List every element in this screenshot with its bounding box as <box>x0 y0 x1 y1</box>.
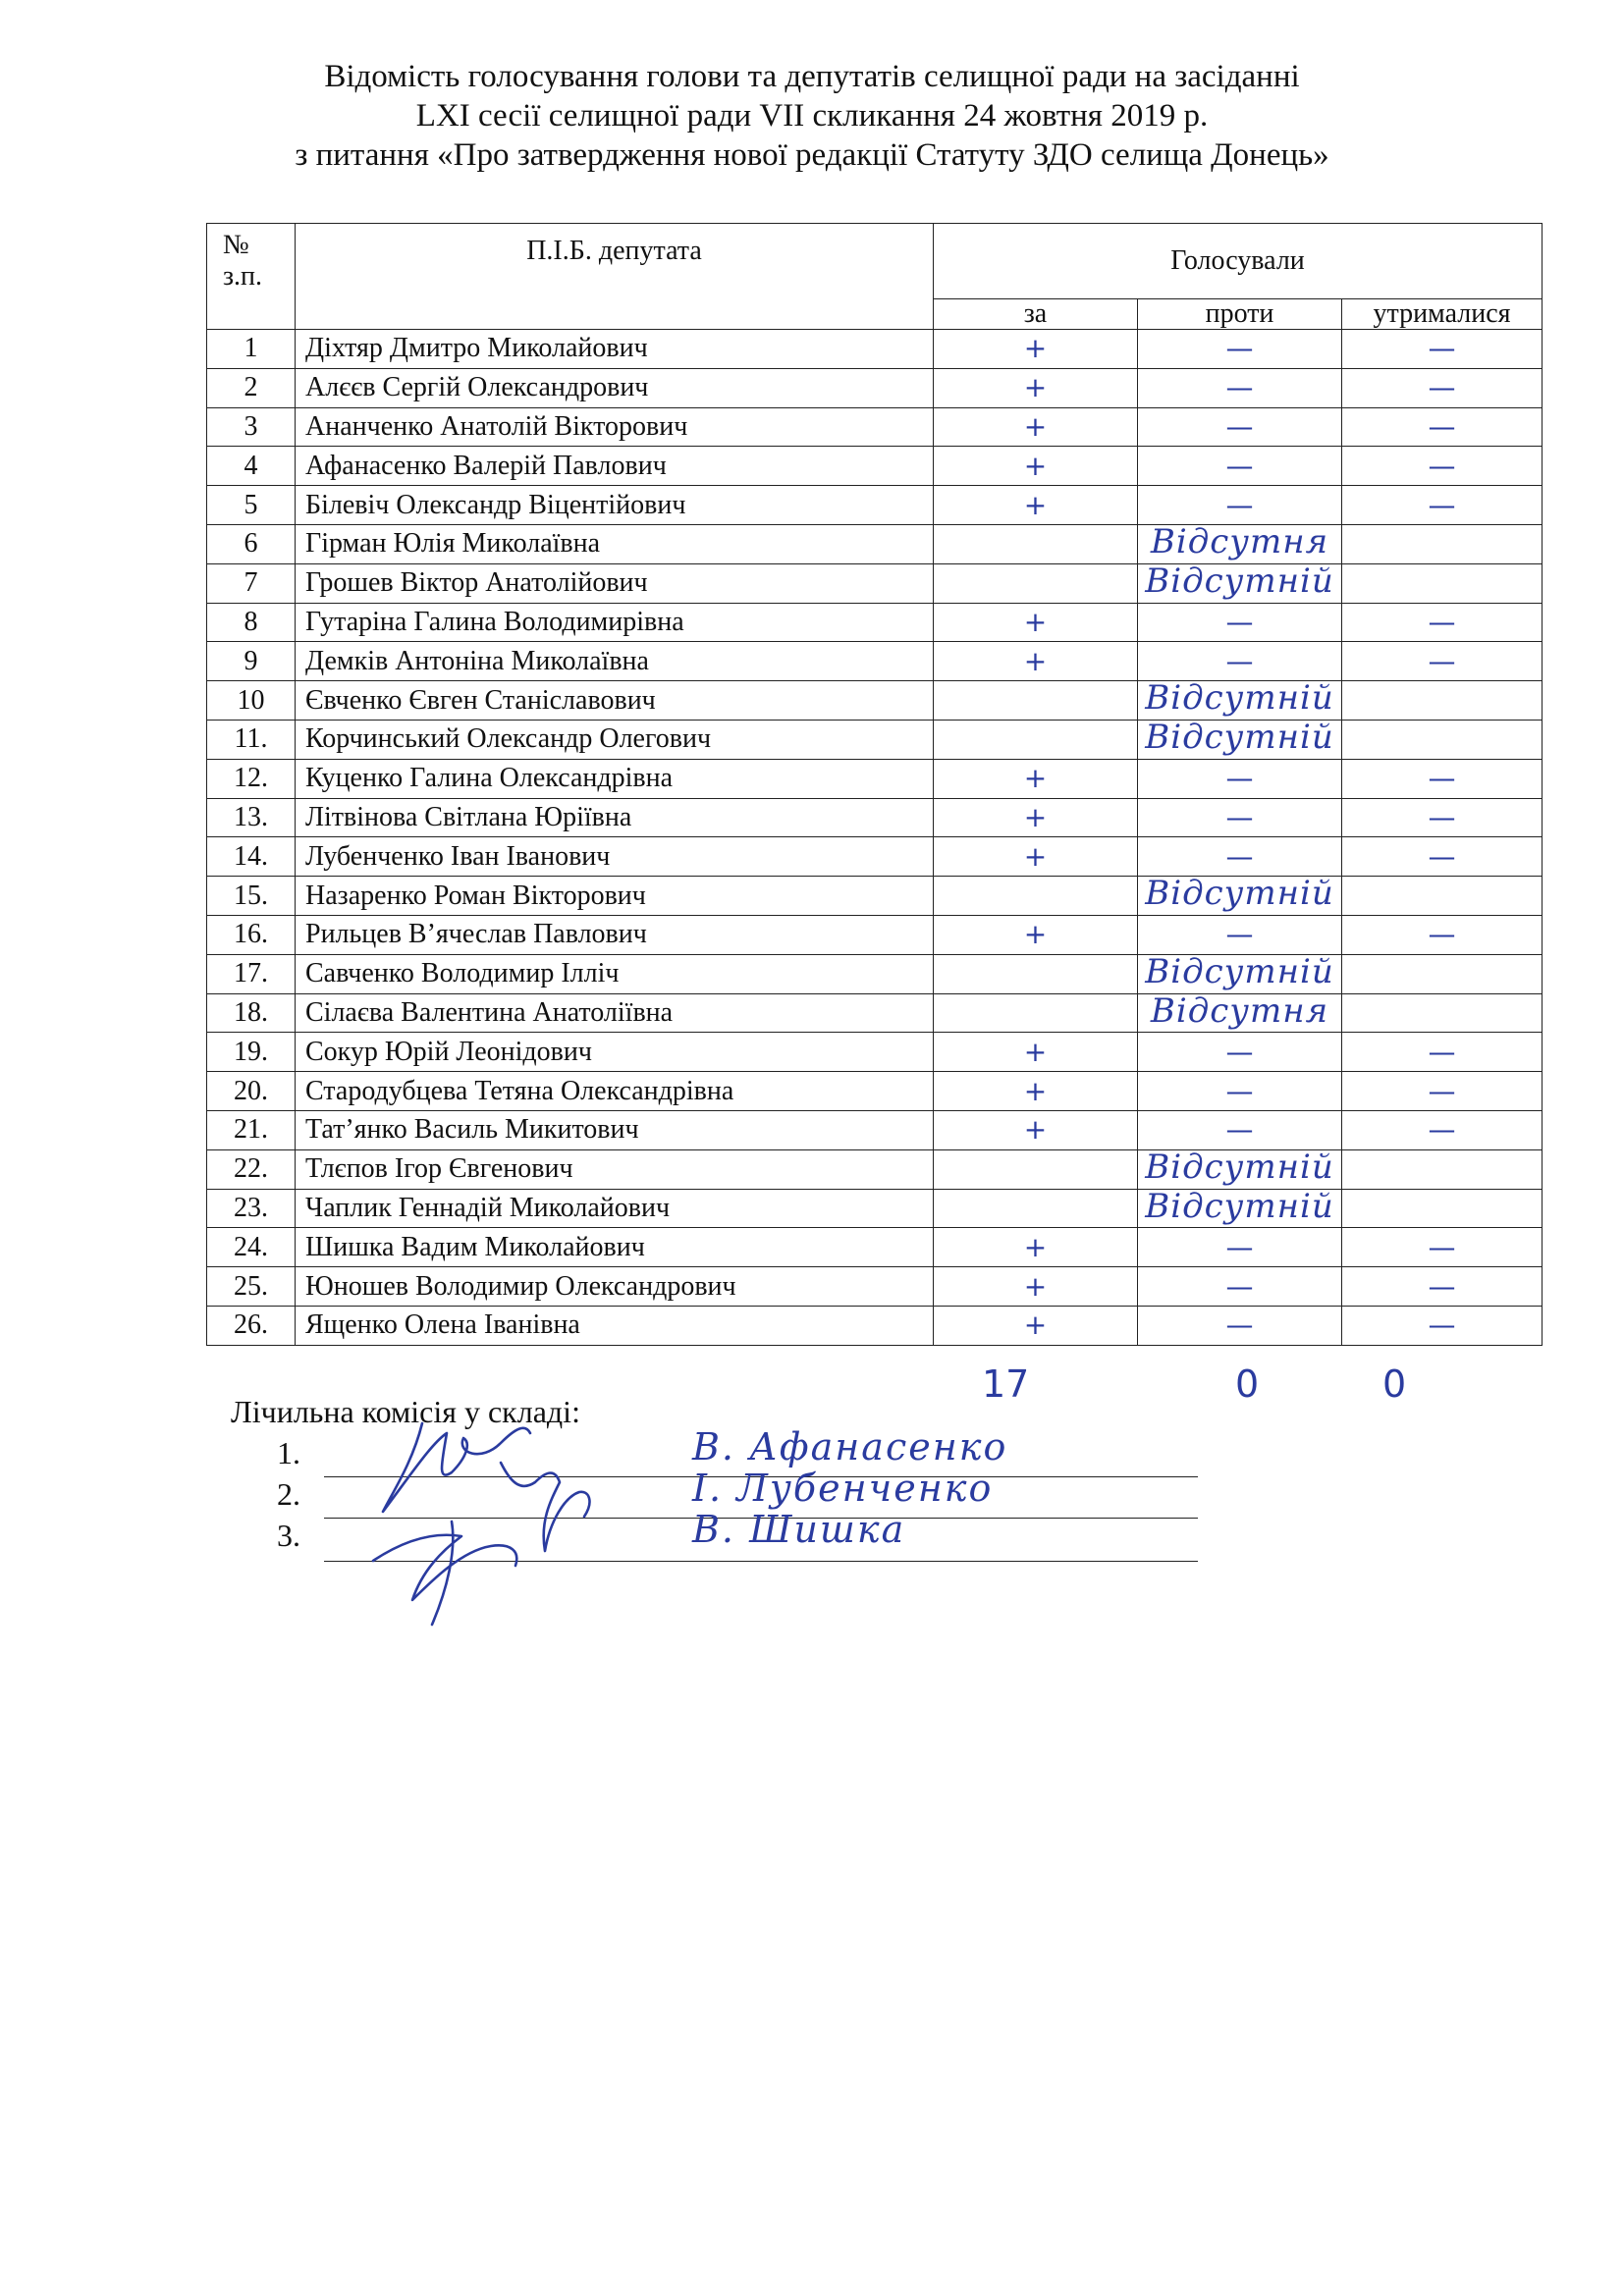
row-number: 6 <box>207 524 296 563</box>
commission-member-name: В. Шишка <box>692 1508 906 1551</box>
row-number: 24. <box>207 1228 296 1267</box>
total-abstain: 0 <box>1382 1362 1407 1406</box>
table-row <box>207 837 1543 877</box>
row-number: 9 <box>207 642 296 681</box>
deputy-name: Лубенченко Іван Іванович <box>296 837 934 877</box>
deputy-name: Демків Антоніна Миколаївна <box>296 642 934 681</box>
table-row <box>207 1110 1543 1149</box>
absent-mark: Відсутній <box>1145 951 1334 991</box>
column-header-for: за <box>934 299 1138 330</box>
absent-mark: Відсутній <box>1145 561 1334 601</box>
absent-mark: Відсутній <box>1145 1147 1334 1187</box>
deputy-name: Гутаріна Галина Володимирівна <box>296 603 934 642</box>
column-header-number: № з.п. <box>207 224 296 330</box>
table-row <box>207 1189 1543 1228</box>
commission-member-number: 3. <box>277 1518 300 1553</box>
vote-abstain-mark: — <box>1342 486 1543 525</box>
row-number: 25. <box>207 1267 296 1307</box>
vote-abstain-mark: — <box>1342 798 1543 837</box>
row-number: 14. <box>207 837 296 877</box>
deputy-name: Афанасенко Валерій Павлович <box>296 447 934 486</box>
vote-against-cell <box>1138 990 1342 1033</box>
deputy-name: Алєєв Сергій Олександрович <box>296 368 934 407</box>
vote-abstain-cell <box>1342 720 1543 759</box>
vote-abstain-mark: — <box>1342 1072 1543 1111</box>
vote-for-mark: + <box>934 1033 1138 1072</box>
vote-against-mark: — <box>1138 759 1342 798</box>
deputy-name: Стародубцева Тетяна Олександрівна <box>296 1072 934 1111</box>
vote-against-mark: — <box>1138 798 1342 837</box>
vote-against-mark: — <box>1138 1033 1342 1072</box>
vote-abstain-mark: — <box>1342 1228 1543 1267</box>
deputy-name: Ананченко Анатолій Вікторович <box>296 407 934 447</box>
vote-against-mark: — <box>1138 368 1342 407</box>
row-number: 4 <box>207 447 296 486</box>
column-header-name: П.І.Б. депутата <box>296 224 934 330</box>
total-for: 17 <box>982 1362 1030 1406</box>
column-header-against: проти <box>1138 299 1342 330</box>
header-line-3: з питання «Про затвердження нової редакції Статуту ЗДО селища Донець» <box>295 137 1329 173</box>
row-number: 20. <box>207 1072 296 1111</box>
commission-member-number: 2. <box>277 1476 300 1512</box>
vote-for-mark: + <box>934 330 1138 369</box>
vote-for-cell <box>934 877 1138 916</box>
vote-against-cell <box>1138 521 1342 563</box>
vote-for-mark: + <box>934 798 1138 837</box>
absent-mark: Відсутня <box>1150 990 1329 1031</box>
deputy-name: Назаренко Роман Вікторович <box>296 877 934 916</box>
vote-abstain-mark: — <box>1342 330 1543 369</box>
vote-for-cell <box>934 954 1138 993</box>
vote-abstain-mark: — <box>1342 407 1543 447</box>
absent-mark: Відсутня <box>1150 521 1329 561</box>
vote-for-mark: + <box>934 1228 1138 1267</box>
deputy-name: Гірман Юлія Миколаївна <box>296 524 934 563</box>
row-number: 13. <box>207 798 296 837</box>
table-row <box>207 603 1543 642</box>
vote-for-cell <box>934 720 1138 759</box>
deputy-name: Сілаєва Валентина Анатоліївна <box>296 993 934 1033</box>
vote-abstain-mark: — <box>1342 915 1543 954</box>
deputy-name: Юношев Володимир Олександрович <box>296 1267 934 1307</box>
vote-for-cell <box>934 1189 1138 1228</box>
vote-abstain-cell <box>1342 563 1543 603</box>
vote-against-mark: — <box>1138 1267 1342 1307</box>
vote-against-mark: — <box>1138 1110 1342 1149</box>
column-header-abstain: утрималися <box>1342 299 1543 330</box>
vote-for-mark: + <box>934 1110 1138 1149</box>
vote-abstain-cell <box>1342 1189 1543 1228</box>
table-row <box>207 1072 1543 1111</box>
vote-against-cell <box>1138 951 1342 993</box>
table-row <box>207 1306 1543 1345</box>
table-row <box>207 993 1543 1033</box>
table-row <box>207 330 1543 369</box>
vote-against-cell <box>1138 717 1342 759</box>
vote-against-mark: — <box>1138 330 1342 369</box>
row-number: 5 <box>207 486 296 525</box>
total-against: 0 <box>1235 1362 1260 1406</box>
vote-for-cell <box>934 681 1138 721</box>
vote-for-mark: + <box>934 1267 1138 1307</box>
vote-for-cell <box>934 524 1138 563</box>
table-row <box>207 681 1543 721</box>
deputy-name: Тат’янко Василь Микитович <box>296 1110 934 1149</box>
deputy-name: Корчинський Олександр Олегович <box>296 720 934 759</box>
vote-for-mark: + <box>934 642 1138 681</box>
row-number: 7 <box>207 563 296 603</box>
vote-abstain-cell <box>1342 681 1543 721</box>
vote-for-mark: + <box>934 368 1138 407</box>
vote-for-mark: + <box>934 915 1138 954</box>
deputy-name: Тлєпов Ігор Євгенович <box>296 1149 934 1189</box>
table-row <box>207 368 1543 407</box>
vote-abstain-mark: — <box>1342 603 1543 642</box>
column-header-voted: Голосували <box>934 224 1543 299</box>
vote-abstain-mark: — <box>1342 1110 1543 1149</box>
vote-abstain-cell <box>1342 1149 1543 1189</box>
vote-abstain-mark: — <box>1342 1306 1543 1345</box>
vote-for-mark: + <box>934 837 1138 877</box>
table-row <box>207 798 1543 837</box>
header-line-1: Відомість голосування голови та депутатів селищної ради на засіданні <box>324 59 1300 94</box>
header-line-2: LXI сесії селищної ради VII скликання 24 жовтня 2019 р. <box>415 98 1209 133</box>
vote-against-mark: — <box>1138 915 1342 954</box>
vote-for-mark: + <box>934 486 1138 525</box>
row-number: 10 <box>207 681 296 721</box>
absent-mark: Відсутній <box>1145 1186 1334 1226</box>
vote-abstain-mark: — <box>1342 447 1543 486</box>
deputy-name: Шишка Вадим Миколайович <box>296 1228 934 1267</box>
absent-mark: Відсутній <box>1145 678 1334 719</box>
row-number: 1 <box>207 330 296 369</box>
vote-against-mark: — <box>1138 407 1342 447</box>
deputy-name: Білевіч Олександр Віцентійович <box>296 486 934 525</box>
table-row <box>207 877 1543 916</box>
vote-for-mark: + <box>934 759 1138 798</box>
deputy-name: Євченко Євген Станіславович <box>296 681 934 721</box>
document-header <box>0 57 1624 175</box>
vote-abstain-mark: — <box>1342 642 1543 681</box>
deputy-name: Чаплик Геннадій Миколайович <box>296 1189 934 1228</box>
table-row <box>207 759 1543 798</box>
vote-against-cell <box>1138 1149 1342 1189</box>
vote-abstain-cell <box>1342 877 1543 916</box>
vote-abstain-cell <box>1342 993 1543 1033</box>
table-row <box>207 486 1543 525</box>
vote-against-mark: — <box>1138 837 1342 877</box>
table-row <box>207 1033 1543 1072</box>
vote-for-cell <box>934 993 1138 1033</box>
row-number: 19. <box>207 1033 296 1072</box>
deputy-name: Савченко Володимир Ілліч <box>296 954 934 993</box>
vote-for-mark: + <box>934 1306 1138 1345</box>
table-row <box>207 954 1543 993</box>
commission-member-number: 1. <box>277 1435 300 1470</box>
row-number: 18. <box>207 993 296 1033</box>
row-number: 11. <box>207 720 296 759</box>
vote-against-cell <box>1138 1186 1342 1228</box>
vote-for-mark: + <box>934 1072 1138 1111</box>
table-row <box>207 642 1543 681</box>
commission-label: Лічильна комісія у складі: <box>231 1394 580 1429</box>
row-number: 21. <box>207 1110 296 1149</box>
row-number: 17. <box>207 954 296 993</box>
vote-against-mark: — <box>1138 1228 1342 1267</box>
table-row <box>207 720 1543 759</box>
absent-mark: Відсутній <box>1145 874 1334 914</box>
vote-for-mark: + <box>934 407 1138 447</box>
vote-against-mark: — <box>1138 603 1342 642</box>
deputy-name: Куценко Галина Олександрівна <box>296 759 934 798</box>
vote-abstain-mark: — <box>1342 837 1543 877</box>
vote-against-cell <box>1138 563 1342 603</box>
vote-abstain-mark: — <box>1342 1033 1543 1072</box>
row-number: 12. <box>207 759 296 798</box>
vote-for-mark: + <box>934 447 1138 486</box>
commission-member-name: І. Лубенченко <box>692 1467 994 1510</box>
table-row <box>207 524 1543 563</box>
vote-for-mark: + <box>934 603 1138 642</box>
table-row <box>207 915 1543 954</box>
row-number: 26. <box>207 1306 296 1345</box>
vote-against-mark: — <box>1138 1072 1342 1111</box>
row-number: 8 <box>207 603 296 642</box>
table-row <box>207 407 1543 447</box>
row-number: 22. <box>207 1149 296 1189</box>
row-number: 2 <box>207 368 296 407</box>
vote-against-mark: — <box>1138 447 1342 486</box>
row-number: 15. <box>207 877 296 916</box>
vote-against-mark: — <box>1138 1306 1342 1345</box>
table-row <box>207 1267 1543 1307</box>
deputy-name: Літвінова Світлана Юріївна <box>296 798 934 837</box>
deputy-name: Ященко Олена Іванівна <box>296 1306 934 1345</box>
vote-abstain-mark: — <box>1342 1267 1543 1307</box>
vote-against-mark: — <box>1138 486 1342 525</box>
vote-for-cell <box>934 563 1138 603</box>
deputy-name: Діхтяр Дмитро Миколайович <box>296 330 934 369</box>
deputy-name: Сокур Юрій Леонідович <box>296 1033 934 1072</box>
table-row <box>207 1228 1543 1267</box>
vote-against-cell <box>1138 678 1342 721</box>
table-row <box>207 563 1543 603</box>
voting-table <box>206 223 1543 1346</box>
row-number: 3 <box>207 407 296 447</box>
handwritten-signatures <box>353 1404 668 1629</box>
absent-mark: Відсутній <box>1145 717 1334 757</box>
vote-abstain-cell <box>1342 954 1543 993</box>
vote-abstain-cell <box>1342 524 1543 563</box>
row-number: 16. <box>207 915 296 954</box>
row-number: 23. <box>207 1189 296 1228</box>
vote-abstain-mark: — <box>1342 759 1543 798</box>
vote-against-mark: — <box>1138 642 1342 681</box>
vote-for-cell <box>934 1149 1138 1189</box>
vote-abstain-mark: — <box>1342 368 1543 407</box>
table-row <box>207 1149 1543 1189</box>
commission-member-name: В. Афанасенко <box>692 1425 1008 1468</box>
vote-against-cell <box>1138 874 1342 916</box>
table-row <box>207 447 1543 486</box>
deputy-name: Рильцев В’ячеслав Павлович <box>296 915 934 954</box>
deputy-name: Грошев Віктор Анатолійович <box>296 563 934 603</box>
